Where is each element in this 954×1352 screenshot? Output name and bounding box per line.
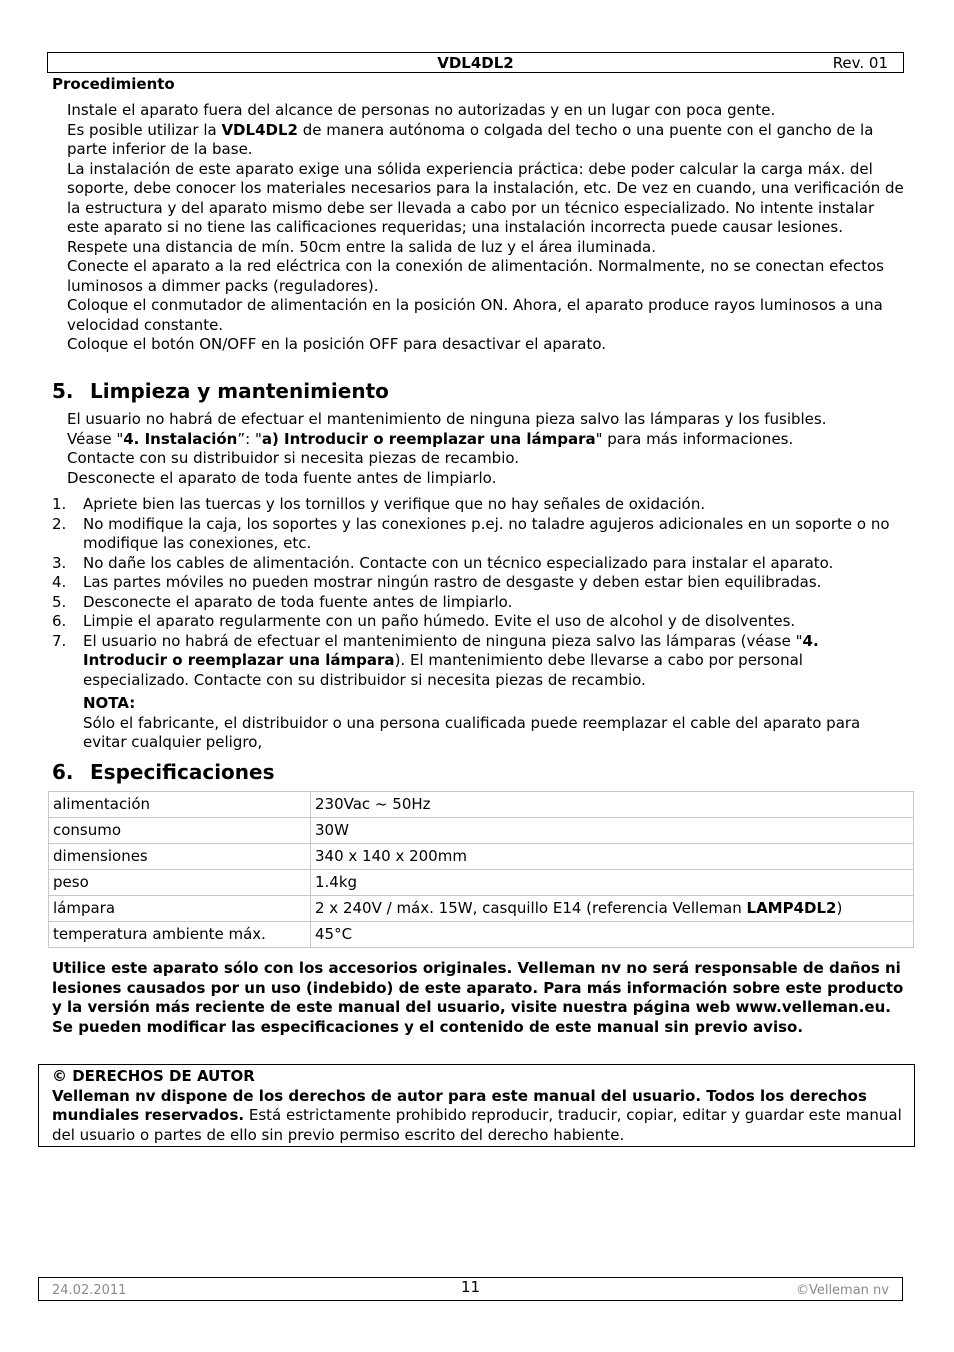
list-item xyxy=(52,632,892,691)
copyright-box xyxy=(38,1064,915,1147)
spec-value: 230Vac ~ 50Hz xyxy=(311,792,914,818)
intro2-e: " para más informaciones. xyxy=(595,429,794,448)
section-title: Especificaciones xyxy=(90,760,275,784)
table-row xyxy=(49,818,914,844)
step-text: Desconecte el aparato de toda fuente antes de limpiarlo. xyxy=(83,592,513,611)
step-text: Apriete bien las tuercas y los tornillos y verifique que no hay señales de oxidación. xyxy=(83,495,706,513)
p2-post: de manera autónoma o colgada del techo o una puente con el gancho de la parte inferior de la base. xyxy=(67,120,874,158)
lamp-reference: LAMP4DL2 xyxy=(746,898,837,917)
procedure-p3: La instalación de este aparato exige una sólida experiencia práctica: debe poder calcular la carga máx. del soporte, debe conocer los materiales necesarios para la instalación, etc. De vez en cuando, una verificación de la estructura y del aparato mismo debe ser llevada a cabo por un técnico especializado. No intente instalar este aparato si no tiene las calificaciones requeridas; una instalación incorrecta puede causar lesiones. xyxy=(67,159,904,236)
revision: Rev. 01 xyxy=(832,54,888,72)
copyright-body xyxy=(52,1087,914,1146)
cleaning-intro-1: El usuario no habrá de efectuar el mantenimiento de ninguna pieza salvo las lámparas y los fusibles. xyxy=(67,410,827,428)
step-text: Limpie el aparato regularmente con un paño húmedo. Evite el uso de alcohol y de disolventes. xyxy=(83,612,796,630)
list-item xyxy=(52,515,892,554)
intro2-c: ”: " xyxy=(237,429,262,448)
disclaimer: Utilice este aparato sólo con los accesorios originales. Velleman nv no será responsable de daños ni lesiones causados por un uso (indebido) de este aparato. Para más información sobre este producto y la versión más reciente de este manual del usuario, visite nuestra página web www.velleman.eu. Se pueden modificar las especificaciones y el contenido de este manual sin previo aviso. xyxy=(52,959,904,1036)
spec-key: consumo xyxy=(49,818,311,844)
lamp-value-pre: 2 x 240V / máx. 15W, casquillo E14 (referencia Velleman xyxy=(315,898,747,917)
intro2-a: Véase " xyxy=(67,429,124,448)
step7-c: ). El mantenimiento debe llevarse a cabo por personal especializado. Contacte con su distribuidor si necesita piezas de recambio. xyxy=(83,651,803,689)
table-row xyxy=(49,870,914,896)
step-number: 7. xyxy=(52,631,67,650)
procedure-body xyxy=(67,101,907,355)
spec-value: 45°C xyxy=(311,922,914,948)
note xyxy=(83,694,903,753)
step-number: 4. xyxy=(52,573,67,591)
spec-key: lámpara xyxy=(49,896,311,922)
list-item xyxy=(52,593,892,613)
p2-pre: Es posible utilizar la xyxy=(67,120,222,139)
list-item xyxy=(52,612,892,632)
step7-b: 4. Introducir o reemplazar una lámpara xyxy=(83,631,819,669)
spec-value: 340 x 140 x 200mm xyxy=(311,844,914,870)
list-item xyxy=(52,554,892,574)
footer-date: 24.02.2011 xyxy=(52,1283,127,1298)
footer-brand: ©Velleman nv xyxy=(795,1283,889,1298)
section-number: 5. xyxy=(52,379,74,403)
page-footer xyxy=(38,1277,903,1301)
procedure-p5: Conecte el aparato a la red eléctrica con la conexión de alimentación. Normalmente, no se conectan efectos luminosos a dimmer packs (reguladores). xyxy=(67,257,884,295)
spec-key: dimensiones xyxy=(49,844,311,870)
page-header xyxy=(47,52,904,73)
step-number: 2. xyxy=(52,514,67,533)
procedure-p2 xyxy=(67,121,907,160)
copyright-title: © DERECHOS DE AUTOR xyxy=(52,1067,255,1085)
copyright-bold: Velleman nv dispone de los derechos de autor para este manual del usuario. Todos los derechos mundiales reservados. xyxy=(52,1086,867,1124)
cleaning-intro-4: Desconecte el aparato de toda fuente antes de limpiarlo. xyxy=(67,468,497,487)
spec-value: 1.4kg xyxy=(311,870,914,896)
p2-model: VDL4DL2 xyxy=(221,120,298,139)
spec-value: 30W xyxy=(311,818,914,844)
spec-key: temperatura ambiente máx. xyxy=(49,922,311,948)
cleaning-intro-2 xyxy=(67,430,907,450)
spec-key: alimentación xyxy=(49,792,311,818)
spec-value xyxy=(311,896,914,922)
step7-a: El usuario no habrá de efectuar el mantenimiento de ninguna pieza salvo las lámparas (véase " xyxy=(83,631,803,650)
step-text: Las partes móviles no pueden mostrar ningún rastro de desgaste y deben estar bien equilibradas. xyxy=(83,573,822,591)
intro2-b: 4. Instalación xyxy=(123,429,238,448)
section-title: Limpieza y mantenimiento xyxy=(90,379,389,403)
step-number: 1. xyxy=(52,495,67,513)
procedure-title: Procedimiento xyxy=(52,75,175,93)
section-specs-heading xyxy=(52,760,275,784)
procedure-p4: Respete una distancia de mín. 50cm entre la salida de luz y el área iluminada. xyxy=(67,237,656,256)
model-name: VDL4DL2 xyxy=(437,54,514,72)
lamp-value-post: ) xyxy=(836,898,843,917)
spec-key: peso xyxy=(49,870,311,896)
maintenance-steps xyxy=(52,495,892,690)
list-item xyxy=(52,495,892,515)
intro2-d: a) Introducir o reemplazar una lámpara xyxy=(261,429,596,448)
note-text: Sólo el fabricante, el distribuidor o una persona cualificada puede reemplazar el cable del aparato para evitar cualquier peligro, xyxy=(83,713,861,751)
procedure-p7: Coloque el botón ON/OFF en la posición OFF para desactivar el aparato. xyxy=(67,335,607,353)
cleaning-intro-3: Contacte con su distribuidor si necesita piezas de recambio. xyxy=(67,449,520,467)
table-row xyxy=(49,792,914,818)
procedure-p1: Instale el aparato fuera del alcance de personas no autorizadas y en un lugar con poca gente. xyxy=(67,101,776,119)
section-cleaning-heading xyxy=(52,379,389,403)
procedure-p6: Coloque el conmutador de alimentación en la posición ON. Ahora, el aparato produce rayos luminosos a una velocidad constante. xyxy=(67,296,883,334)
step-text: No dañe los cables de alimentación. Contacte con un técnico especializado para instalar el aparato. xyxy=(83,553,834,572)
step-number: 3. xyxy=(52,553,67,572)
table-row xyxy=(49,896,914,922)
note-label: NOTA: xyxy=(83,694,136,712)
specifications-table xyxy=(48,791,914,948)
copyright-text: Está estrictamente prohibido reproducir, traducir, copiar, editar y guardar este manual del usuario o partes de ello sin previo permiso escrito del derecho habiente. xyxy=(52,1106,902,1144)
page-number: 11 xyxy=(460,1278,481,1296)
step-text: No modifique la caja, los soportes y las conexiones p.ej. no taladre agujeros adicionales en un soporte o no modifique las conexiones, etc. xyxy=(83,514,890,552)
step-number: 5. xyxy=(52,592,67,611)
table-row xyxy=(49,922,914,948)
cleaning-intro xyxy=(67,410,907,488)
step-number: 6. xyxy=(52,612,67,630)
list-item xyxy=(52,573,892,593)
section-number: 6. xyxy=(52,760,74,784)
table-row xyxy=(49,844,914,870)
